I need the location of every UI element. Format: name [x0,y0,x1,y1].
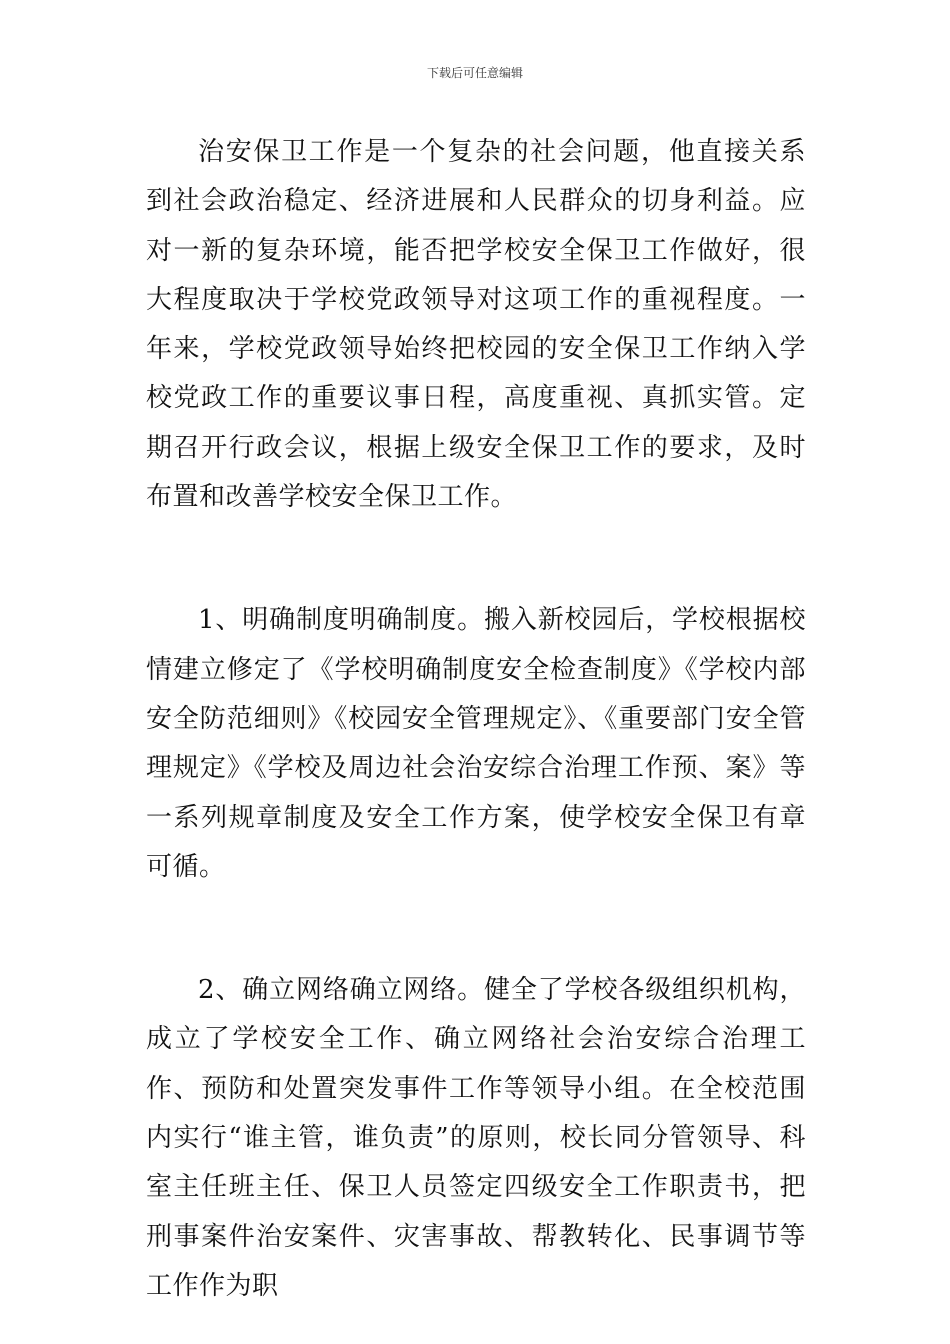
paragraph-spacer [146,522,806,596]
document-body [146,128,806,1311]
page-header-note: 下载后可任意编辑 [426,66,523,80]
paragraph-system: 1、明确制度明确制度。搬入新校园后，学校根据校情建立修定了《学校明确制度安全检查制度》《学校内部安全防范细则》《校园安全管理规定》、《重要部门安全管理规定》《学校及周边社会治安综合治理工作预、案》等一系列规章制度及安全工作方案，使学校安全保卫有章可循。 [146,605,806,882]
paragraph-spacer [146,892,806,966]
paragraph-intro: 治安保卫工作是一个复杂的社会问题，他直接关系到社会政治稳定、经济进展和人民群众的切身利益。应对一新的复杂环境，能否把学校安全保卫工作做好，很大程度取决于学校党政领导对这项工作的重视程度。一年来，学校党政领导始终把校园的安全保卫工作纳入学校党政工作的重要议事日程，高度重视、真抓实管。定期召开行政会议，根据上级安全保卫工作的要求，及时布置和改善学校安全保卫工作。 [146,137,806,513]
paragraph-network: 2、确立网络确立网络。健全了学校各级组织机构，成立了学校安全工作、确立网络社会治安综合治理工作、预防和处置突发事件工作等领导小组。在全校范围内实行“谁主管，谁负责”的原则，校长同分管领导、科室主任班主任、保卫人员签定四级安全工作职责书，把刑事案件治安案件、灾害事故、帮教转化、民事调节等工作作为职 [146,975,806,1301]
